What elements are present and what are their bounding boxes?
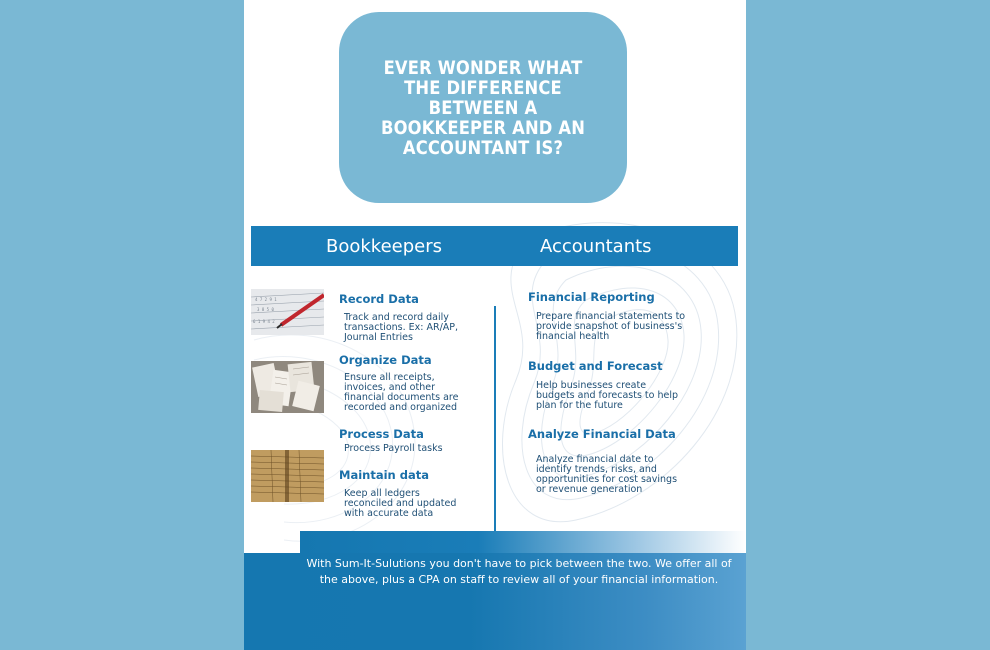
accountant-item-desc: Analyze financial date to identify trends, risks, and opportunities for cost savings or revenue generation (536, 454, 678, 495)
bookkeeper-item-title: Organize Data (339, 353, 432, 367)
svg-text:3 8 5 0: 3 8 5 0 (257, 307, 274, 312)
bookkeeper-item-desc: Keep all ledgers reconciled and updated with accurate data (344, 488, 457, 519)
flyer-page (244, 0, 746, 650)
svg-text:6 1 9 4 2: 6 1 9 4 2 (253, 319, 275, 324)
title-box (339, 12, 627, 203)
bookkeeper-item-title: Record Data (339, 292, 419, 306)
accountant-item-title: Analyze Financial Data (528, 427, 676, 441)
pen-and-ledger-photo (251, 289, 324, 335)
footer-message: With Sum-It-Sulutions you don't have to pick between the two. We offer all of the above, plus a CPA on staff to review all of your financial information. (306, 557, 732, 586)
bookkeeper-item-desc: Ensure all receipts, invoices, and other financial documents are recorded and organized (344, 372, 459, 413)
accountants-heading: Accountants (540, 236, 652, 257)
footer-tab-decoration (300, 531, 746, 555)
accountant-item-desc: Help businesses create budgets and forecasts to help plan for the future (536, 380, 679, 411)
column-header-band (251, 226, 738, 266)
page-title: EVER WONDER WHAT THE DIFFERENCE BETWEEN A BOOKKEEPER AND AN ACCOUNTANT IS? (380, 56, 586, 159)
old-ledger-book-photo (251, 450, 324, 502)
bookkeeper-item-desc: Process Payroll tasks (344, 443, 443, 454)
bookkeeper-item-title: Process Data (339, 427, 424, 441)
receipts-photo (251, 361, 324, 413)
accountant-item-desc: Prepare financial statements to provide snapshot of business's financial health (536, 311, 686, 342)
svg-text:4 7 2 9 1: 4 7 2 9 1 (255, 297, 277, 302)
bookkeepers-heading: Bookkeepers (326, 236, 443, 257)
accountant-item-title: Financial Reporting (528, 290, 655, 304)
bookkeeper-item-desc: Track and record daily transactions. Ex: AR/AP, Journal Entries (344, 312, 459, 343)
bookkeeper-item-title: Maintain data (339, 468, 429, 482)
accountant-item-title: Budget and Forecast (528, 359, 663, 373)
column-divider (494, 306, 496, 554)
